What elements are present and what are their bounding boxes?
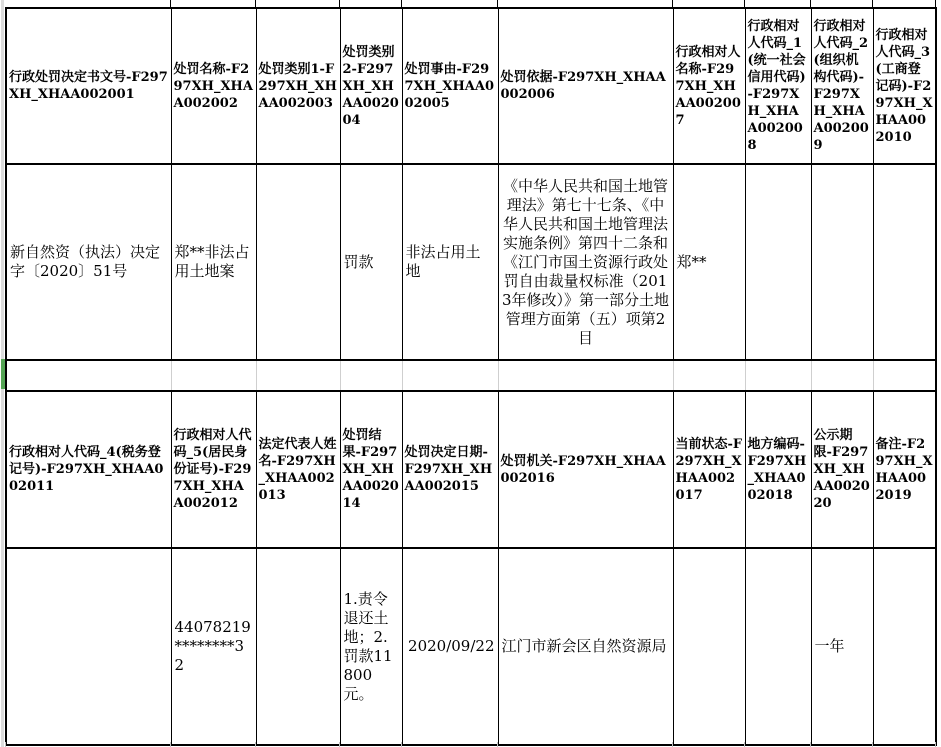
spacer-cell[interactable]: [256, 360, 340, 391]
spacer-cell[interactable]: [171, 360, 256, 391]
gridline-stub-top: [497, 0, 498, 7]
spacer-cell[interactable]: [498, 360, 673, 391]
table-row: [6, 164, 936, 360]
header-cell[interactable]: 法定代表人姓名-F297XH_XHAA002013: [256, 391, 340, 548]
spacer-cell[interactable]: [340, 360, 402, 391]
data-cell[interactable]: 1.责令退还土地；2.罚款11800元。: [340, 548, 402, 745]
gridline-stub-top: [170, 0, 171, 7]
gridline-stub-bottom: [872, 742, 873, 747]
gridline-stub-top: [672, 0, 673, 7]
header-cell[interactable]: 处罚结果-F297XH_XHAA002014: [340, 391, 402, 548]
header-cell[interactable]: 处罚类别2-F297XH_XHAA002004: [340, 8, 402, 164]
data-cell[interactable]: 一年: [811, 548, 873, 745]
gridline-stub-top: [744, 0, 745, 7]
data-cell[interactable]: [745, 548, 811, 745]
data-cell[interactable]: [873, 548, 936, 745]
spacer-cell[interactable]: [811, 360, 873, 391]
data-cell[interactable]: [6, 548, 171, 745]
header-cell[interactable]: 处罚类别1-F297XH_XHAA002003: [256, 8, 340, 164]
header-cell[interactable]: 处罚名称-F297XH_XHAA002002: [171, 8, 256, 164]
header-cell[interactable]: 行政相对人代码_1(统一社会信用代码)-F297XH_XHAA002008: [745, 8, 811, 164]
gridline-stub-bottom: [255, 742, 256, 747]
data-cell[interactable]: 郑**非法占用土地案: [171, 164, 256, 360]
header-cell[interactable]: 行政处罚决定书文号-F297XH_XHAA002001: [6, 8, 171, 164]
spacer-cell[interactable]: [873, 360, 936, 391]
header-cell[interactable]: 当前状态-F297XH_XHAA002017: [673, 391, 745, 548]
data-cell[interactable]: 《中华人民共和国土地管理法》第七十七条、《中华人民共和国土地管理法实施条例》第四十二条和《江门市国土资源行政处罚自由裁量权标准（2013年修改）》第一部分土地管理方面第（五）项第2目: [498, 164, 673, 360]
spacer-cell[interactable]: [402, 360, 498, 391]
header-cell[interactable]: 处罚事由-F297XH_XHAA002005: [402, 8, 498, 164]
header-cell[interactable]: 备注-F297XH_XHAA002019: [873, 391, 936, 548]
header-cell[interactable]: 行政相对人代码_3(工商登记码)-F297XH_XHAA002010: [873, 8, 936, 164]
header-row: [6, 391, 936, 548]
gridline-stub-top: [872, 0, 873, 7]
header-cell[interactable]: 处罚机关-F297XH_XHAA002016: [498, 391, 673, 548]
gridline-stub-bottom: [5, 742, 6, 747]
data-cell[interactable]: [811, 164, 873, 360]
gridline-stub-top: [810, 0, 811, 7]
gridline-stub-bottom: [170, 742, 171, 747]
data-cell[interactable]: 新自然资（执法）决定字〔2020〕51号: [6, 164, 171, 360]
gridline-stub-bottom: [935, 742, 936, 747]
header-cell[interactable]: 处罚依据-F297XH_XHAA002006: [498, 8, 673, 164]
header-cell[interactable]: 行政相对人代码_2(组织机构代码)-F297XH_XHAA002009: [811, 8, 873, 164]
table-row: [6, 548, 936, 745]
gridline-stub-top: [935, 0, 936, 7]
data-cell[interactable]: [256, 164, 340, 360]
data-cell[interactable]: 非法占用土地: [402, 164, 498, 360]
spacer-cell[interactable]: [6, 360, 171, 391]
gridline-stub-bottom: [744, 742, 745, 747]
spacer-row: [6, 360, 936, 391]
gridline-stub-top: [401, 0, 402, 7]
gridline-stub-top: [255, 0, 256, 7]
data-cell[interactable]: 罚款: [340, 164, 402, 360]
penalty-table-body: [6, 8, 936, 745]
header-cell[interactable]: 行政相对人名称-F297XH_XHAA002007: [673, 8, 745, 164]
data-cell[interactable]: 郑**: [673, 164, 745, 360]
data-cell[interactable]: 江门市新会区自然资源局: [498, 548, 673, 745]
header-cell[interactable]: 处罚决定日期-F297XH_XHAA002015: [402, 391, 498, 548]
header-cell[interactable]: 行政相对人代码_4(税务登记号)-F297XH_XHAA002011: [6, 391, 171, 548]
gridline-stub-bottom: [810, 742, 811, 747]
data-cell[interactable]: 44078219********32: [171, 548, 256, 745]
data-cell[interactable]: 2020/09/22: [402, 548, 498, 745]
gridline-stub-bottom: [497, 742, 498, 747]
spacer-cell[interactable]: [745, 360, 811, 391]
gridline-stub-top: [339, 0, 340, 7]
gridline-stub-bottom: [401, 742, 402, 747]
header-cell[interactable]: 行政相对人代码_5(居民身份证号)-F297XH_XHAA002012: [171, 391, 256, 548]
data-cell[interactable]: [673, 548, 745, 745]
gridline-stub-bottom: [339, 742, 340, 747]
penalty-table: [5, 7, 937, 746]
data-cell[interactable]: [256, 548, 340, 745]
data-cell[interactable]: [745, 164, 811, 360]
spacer-cell[interactable]: [673, 360, 745, 391]
header-row: [6, 8, 936, 164]
header-cell[interactable]: 公示期限-F297XH_XHAA002020: [811, 391, 873, 548]
gridline-stub-bottom: [672, 742, 673, 747]
data-cell[interactable]: [873, 164, 936, 360]
header-cell[interactable]: 地方编码-F297XH_XHAA002018: [745, 391, 811, 548]
